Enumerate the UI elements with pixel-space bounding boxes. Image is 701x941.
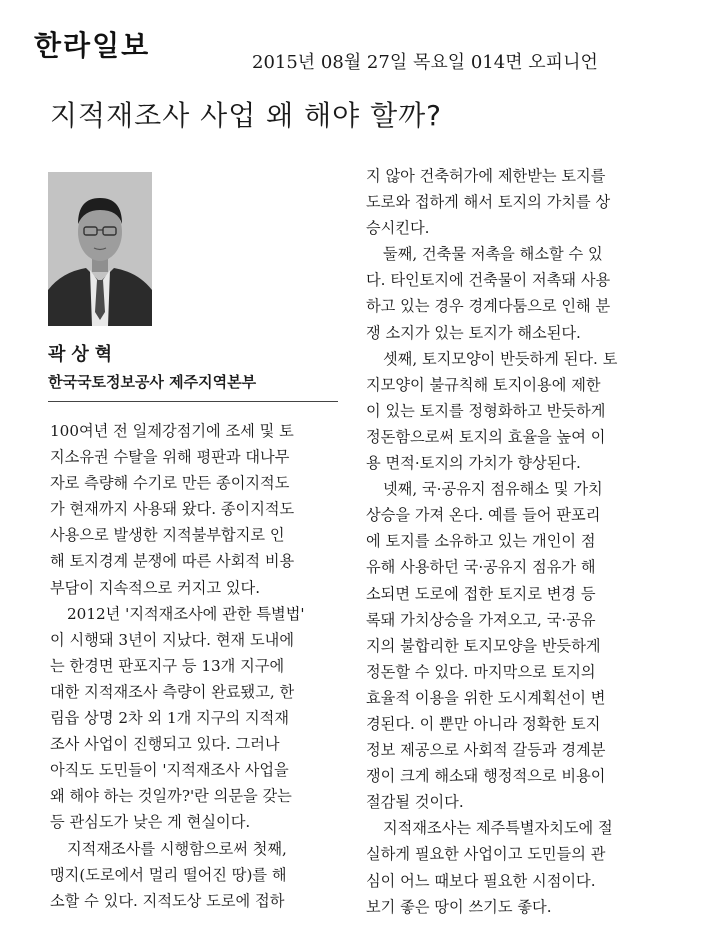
- body-line: 효율적 이용을 위한 도시계획선이 변: [366, 688, 606, 707]
- byline-divider: [48, 401, 338, 402]
- body-line: 하고 있는 경우 경계다툼으로 인해 분: [366, 297, 611, 316]
- body-line: 도로와 접하게 해서 토지의 가치를 상: [366, 193, 611, 212]
- body-line: 지적재조사는 제주특별자치도에 절: [383, 819, 613, 838]
- body-line: 지적재조사를 시행함으로써 첫째,: [67, 839, 287, 858]
- body-line: 맹지(도로에서 멀리 떨어진 땅)를 해: [50, 865, 287, 884]
- body-line: 경된다. 이 뿐만 아니라 정확한 토지: [366, 714, 601, 733]
- body-line: 가 현재까지 사용돼 왔다. 종이지적도: [50, 500, 295, 519]
- publication-dateline: 2015년 08월 27일 목요일 014면 오피니언: [252, 52, 598, 73]
- body-line: 셋째, 토지모양이 반듯하게 된다. 토: [383, 349, 618, 368]
- body-line: 다. 타인토지에 건축물이 저촉돼 사용: [366, 271, 611, 290]
- body-line: 보기 좋은 땅이 쓰기도 좋다.: [366, 897, 552, 916]
- article-column-left: [50, 418, 340, 914]
- body-line: 대한 지적재조사 측량이 완료됐고, 한: [50, 682, 295, 701]
- body-line: 에 토지를 소유하고 있는 개인이 점: [366, 532, 596, 551]
- body-line: 지의 불합리한 토지모양을 반듯하게: [366, 636, 601, 655]
- body-line: 용 면적·토지의 가치가 향상된다.: [366, 454, 581, 473]
- body-line: 왜 해야 하는 것일까?'란 의문을 갖는: [50, 787, 292, 806]
- body-line: 지소유권 수탈을 위해 평판과 대나무: [50, 448, 290, 467]
- body-line: 심이 어느 때보다 필요한 시점이다.: [366, 871, 596, 890]
- body-line: 절감될 것이다.: [366, 793, 464, 812]
- body-line: 이 시행돼 3년이 지났다. 현재 도내에: [50, 630, 295, 649]
- body-line: 조사 사업이 진행되고 있다. 그러나: [50, 735, 280, 754]
- author-affiliation: 한국국토정보공사 제주지역본부: [48, 373, 257, 391]
- body-line: 림읍 상명 2차 외 1개 지구의 지적재: [50, 709, 290, 728]
- body-line: 100여년 전 일제강점기에 조세 및 토: [50, 422, 294, 440]
- body-line: 정돈함으로써 토지의 효율을 높여 이: [366, 427, 606, 446]
- body-line: 2012년 '지적재조사에 관한 특별법': [67, 604, 305, 623]
- body-line: 정보 제공으로 사회적 갈등과 경계분: [366, 741, 606, 760]
- author-name: 곽상혁: [48, 344, 119, 365]
- body-line: 부담이 지속적으로 커지고 있다.: [50, 578, 261, 597]
- author-photo: [48, 172, 152, 326]
- article-headline: 지적재조사 사업 왜 해야 할까?: [50, 99, 443, 132]
- body-line: 자로 측량해 수기로 만든 종이지적도: [50, 474, 290, 493]
- body-line: 소되면 도로에 접한 토지로 변경 등: [366, 584, 596, 603]
- body-line: 아직도 도민들이 '지적재조사 사업을: [50, 761, 289, 780]
- body-line: 쟁 소지가 있는 토지가 해소된다.: [366, 323, 581, 342]
- newspaper-masthead: 한라일보: [34, 29, 151, 62]
- body-line: 사용으로 발생한 지적불부합지로 인: [50, 526, 285, 545]
- body-line: 록돼 가치상승을 가져오고, 국·공유: [366, 610, 596, 629]
- body-line: 넷째, 국·공유지 점유해소 및 가치: [383, 480, 603, 499]
- body-line: 해 토지경계 분쟁에 따른 사회적 비용: [50, 552, 295, 571]
- body-line: 상승을 가져 온다. 예를 들어 판포리: [366, 506, 601, 525]
- body-line: 지 않아 건축허가에 제한받는 토지를: [366, 167, 606, 185]
- body-line: 소할 수 있다. 지적도상 도로에 접하: [50, 891, 285, 910]
- body-line: 이 있는 토지를 정형화하고 반듯하게: [366, 401, 606, 420]
- body-line: 쟁이 크게 해소돼 행정적으로 비용이: [366, 767, 606, 786]
- body-line: 둘째, 건축물 저촉을 해소할 수 있: [383, 245, 603, 264]
- body-line: 유해 사용하던 국·공유지 점유가 해: [366, 558, 596, 577]
- body-line: 정돈할 수 있다. 마지막으로 토지의: [366, 662, 596, 681]
- body-line: 승시킨다.: [366, 219, 430, 238]
- body-line: 실하게 필요한 사업이고 도민들의 관: [366, 845, 606, 864]
- body-line: 등 관심도가 낮은 게 현실이다.: [50, 813, 251, 832]
- body-line: 는 한경면 판포지구 등 13개 지구에: [50, 656, 285, 675]
- body-line: 지모양이 불규칙해 토지이용에 제한: [366, 375, 601, 394]
- author-portrait-image: [48, 172, 152, 326]
- article-column-right: [366, 163, 662, 920]
